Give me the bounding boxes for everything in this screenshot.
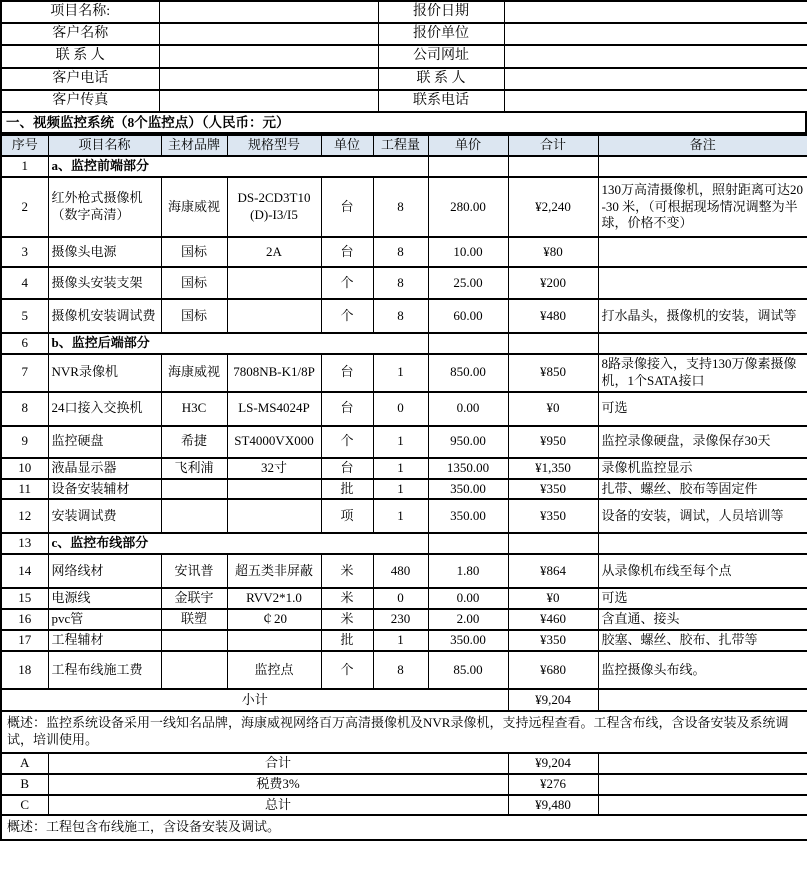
cell-qty: 8 [373,237,428,267]
cell-price: 0.00 [428,392,508,426]
total-code: B [1,774,48,795]
cell-price: 950.00 [428,426,508,458]
cell-brand: 海康威视 [161,354,227,392]
cell-brand: 联塑 [161,609,227,630]
table-row [1,499,807,533]
cell-price: 350.00 [428,630,508,651]
cell-no: 1 [1,156,48,177]
cell-remark [598,333,807,354]
info-table [0,0,807,113]
cell-no: 14 [1,554,48,588]
table-row [1,609,807,630]
cell-spec: 2A [227,237,321,267]
cell-remark: 130万高清摄像机，照射距离可达20-30 米，（可根据现场情况调整为半球，价格不变） [598,177,807,237]
cell-remark: 可选 [598,392,807,426]
summary-text: 概述：工程包含布线施工，含设备安装及调试。 [1,815,807,840]
cell-brand: 国标 [161,299,227,333]
table-row [1,237,807,267]
info-label-customer-name: 客户名称 [1,23,159,45]
total-remark [598,795,807,816]
cell-total: ¥680 [508,651,598,689]
cell-no: 5 [1,299,48,333]
info-value-quote-company[interactable] [504,23,807,45]
table-row [1,588,807,609]
cell-unit: 米 [321,609,373,630]
cell-remark [598,156,807,177]
info-label-quote-company: 报价单位 [378,23,504,45]
cell-price: 25.00 [428,267,508,299]
summary-row [1,711,807,753]
info-table-body [1,1,807,112]
cell-no: 10 [1,458,48,479]
table-row [1,299,807,333]
cell-spec [227,499,321,533]
cell-brand: H3C [161,392,227,426]
cell-unit: 台 [321,458,373,479]
cell-no: 9 [1,426,48,458]
cell-brand [161,651,227,689]
cell-name: 安装调试费 [48,499,161,533]
cell-price: 1.80 [428,554,508,588]
cell-name: NVR录像机 [48,354,161,392]
cell-brand: 希捷 [161,426,227,458]
quote-table-body [1,135,807,840]
cell-remark: 打水晶头，摄像机的安装，调试等 [598,299,807,333]
cell-no: 2 [1,177,48,237]
cell-name: 工程布线施工费 [48,651,161,689]
cell-total: ¥480 [508,299,598,333]
cell-price: 85.00 [428,651,508,689]
cell-name: 电源线 [48,588,161,609]
cell-unit: 台 [321,354,373,392]
cell-unit: 米 [321,554,373,588]
cell-total [508,533,598,554]
cell-brand: 安讯普 [161,554,227,588]
cell-unit: 个 [321,651,373,689]
total-remark [598,753,807,774]
cell-total [508,333,598,354]
subtotal-remark [598,689,807,711]
cell-total: ¥200 [508,267,598,299]
total-row [1,753,807,774]
cell-name: 摄像头安装支架 [48,267,161,299]
quote-table [0,134,807,841]
table-row [1,630,807,651]
col-header: 合计 [508,135,598,156]
cell-total: ¥950 [508,426,598,458]
cell-unit: 项 [321,499,373,533]
cell-total: ¥350 [508,630,598,651]
cell-price: 2.00 [428,609,508,630]
cell-price: 280.00 [428,177,508,237]
info-row [1,68,807,90]
cell-spec: 32寸 [227,458,321,479]
cell-spec: ST4000VX000 [227,426,321,458]
cell-remark: 从录像机布线至每个点 [598,554,807,588]
table-row [1,267,807,299]
cell-price: 850.00 [428,354,508,392]
cell-unit: 个 [321,267,373,299]
cell-remark: 监控摄像头布线。 [598,651,807,689]
total-code: C [1,795,48,816]
cell-no: 17 [1,630,48,651]
cell-remark: 录像机监控显示 [598,458,807,479]
table-row [1,426,807,458]
cell-name: 网络线材 [48,554,161,588]
cell-total [508,156,598,177]
cell-spec: RVV2*1.0 [227,588,321,609]
section-label: c、监控布线部分 [48,533,428,554]
total-label: 总计 [48,795,508,816]
cell-no: 13 [1,533,48,554]
header-row [1,135,807,156]
cell-brand: 海康威视 [161,177,227,237]
info-label-customer-phone: 客户电话 [1,68,159,90]
cell-no: 7 [1,354,48,392]
info-row [1,45,807,67]
cell-remark: 可选 [598,588,807,609]
total-value: ¥9,204 [508,753,598,774]
info-label-company-website: 公司网址 [378,45,504,67]
cell-name: 液晶显示器 [48,458,161,479]
cell-unit: 台 [321,392,373,426]
cell-no: 6 [1,333,48,354]
cell-no: 3 [1,237,48,267]
cell-spec: DS-2CD3T10(D)-I3/I5 [227,177,321,237]
cell-price [428,533,508,554]
cell-unit: 个 [321,426,373,458]
cell-total: ¥2,240 [508,177,598,237]
cell-spec [227,267,321,299]
cell-price: 0.00 [428,588,508,609]
cell-total: ¥0 [508,392,598,426]
table-row [1,354,807,392]
table-row [1,651,807,689]
cell-name: 监控硬盘 [48,426,161,458]
summary-text: 概述：监控系统设备采用一线知名品牌，海康威视网络百万高清摄像机及NVR录像机，支持远程查看。工程含布线，含设备安装及系统调试，培训使用。 [1,711,807,753]
info-label-customer-fax: 客户传真 [1,90,159,112]
cell-qty: 8 [373,267,428,299]
cell-price [428,333,508,354]
cell-name: 摄像机安装调试费 [48,299,161,333]
cell-no: 4 [1,267,48,299]
total-label: 税费3% [48,774,508,795]
cell-qty: 0 [373,392,428,426]
info-row [1,1,807,23]
cell-remark: 含直通、接头 [598,609,807,630]
cell-name: 设备安装辅材 [48,479,161,500]
cell-remark: 8路录像接入，支持130万像素摄像机，1个SATA接口 [598,354,807,392]
cell-unit: 批 [321,630,373,651]
cell-unit: 批 [321,479,373,500]
table-row [1,392,807,426]
info-label-quote-date: 报价日期 [378,1,504,23]
cell-no: 18 [1,651,48,689]
total-code: A [1,753,48,774]
info-value-customer-phone[interactable] [159,68,378,90]
total-value: ¥9,480 [508,795,598,816]
info-value-project-name[interactable] [159,1,378,23]
cell-total: ¥1,350 [508,458,598,479]
cell-spec [227,299,321,333]
col-header: 项目名称 [48,135,161,156]
cell-price: 1350.00 [428,458,508,479]
cell-total: ¥80 [508,237,598,267]
cell-brand [161,499,227,533]
cell-no: 15 [1,588,48,609]
cell-qty: 8 [373,177,428,237]
cell-brand [161,479,227,500]
cell-name: 工程辅材 [48,630,161,651]
total-row [1,774,807,795]
section-title: 一、视频监控系统（8个监控点）（人民币：元） [0,113,807,134]
cell-total: ¥350 [508,479,598,500]
info-value-contact-phone[interactable] [504,90,807,112]
cell-brand: 金联宇 [161,588,227,609]
info-value-quote-date[interactable] [504,1,807,23]
cell-qty: 1 [373,426,428,458]
cell-spec: ￠20 [227,609,321,630]
col-header: 主材品牌 [161,135,227,156]
col-header: 单位 [321,135,373,156]
cell-qty: 1 [373,499,428,533]
cell-brand: 国标 [161,267,227,299]
cell-unit: 台 [321,177,373,237]
section-row [1,333,807,354]
cell-remark: 设备的安装，调试，人员培训等 [598,499,807,533]
cell-price: 350.00 [428,479,508,500]
cell-unit: 个 [321,299,373,333]
cell-remark: 扎带、螺丝、胶布等固定件 [598,479,807,500]
cell-remark [598,237,807,267]
cell-name: 24口接入交换机 [48,392,161,426]
cell-name: 摄像头电源 [48,237,161,267]
table-row [1,177,807,237]
cell-spec: 监控点 [227,651,321,689]
section-row [1,156,807,177]
cell-name: 红外枪式摄像机（数字高清） [48,177,161,237]
info-value-company-website[interactable] [504,45,807,67]
cell-no: 11 [1,479,48,500]
table-row [1,479,807,500]
cell-price: 60.00 [428,299,508,333]
info-label-contact-person: 联 系 人 [1,45,159,67]
cell-brand [161,630,227,651]
info-value-customer-fax[interactable] [159,90,378,112]
cell-qty: 1 [373,479,428,500]
cell-qty: 1 [373,630,428,651]
cell-remark: 胶塞、螺丝、胶布、扎带等 [598,630,807,651]
table-row [1,458,807,479]
cell-brand: 飞利浦 [161,458,227,479]
cell-spec: 7808NB-K1/8P [227,354,321,392]
info-row [1,23,807,45]
cell-qty: 1 [373,354,428,392]
cell-price [428,156,508,177]
info-row [1,90,807,112]
subtotal-row [1,689,807,711]
cell-qty: 1 [373,458,428,479]
cell-qty: 0 [373,588,428,609]
cell-total: ¥850 [508,354,598,392]
cell-brand: 国标 [161,237,227,267]
cell-spec [227,630,321,651]
cell-remark [598,267,807,299]
section-label: b、监控后端部分 [48,333,428,354]
cell-spec [227,479,321,500]
cell-remark [598,533,807,554]
cell-remark: 监控录像硬盘，录像保存30天 [598,426,807,458]
cell-spec: 超五类非屏蔽 [227,554,321,588]
cell-qty: 480 [373,554,428,588]
cell-name: pvc管 [48,609,161,630]
section-row [1,533,807,554]
table-row [1,554,807,588]
info-label-contact-phone: 联系电话 [378,90,504,112]
info-value-contact-person2[interactable] [504,68,807,90]
cell-no: 8 [1,392,48,426]
subtotal-value: ¥9,204 [508,689,598,711]
summary-row [1,815,807,840]
cell-unit: 米 [321,588,373,609]
cell-total: ¥350 [508,499,598,533]
col-header: 工程量 [373,135,428,156]
col-header: 单价 [428,135,508,156]
total-label: 合计 [48,753,508,774]
col-header: 序号 [1,135,48,156]
info-label-project-name: 项目名称: [1,1,159,23]
total-value: ¥276 [508,774,598,795]
col-header: 规格型号 [227,135,321,156]
info-label-contact-person2: 联 系 人 [378,68,504,90]
total-row [1,795,807,816]
info-value-customer-name[interactable] [159,23,378,45]
total-remark [598,774,807,795]
cell-unit: 台 [321,237,373,267]
section-label: a、监控前端部分 [48,156,428,177]
cell-qty: 8 [373,299,428,333]
cell-total: ¥864 [508,554,598,588]
cell-price: 350.00 [428,499,508,533]
cell-price: 10.00 [428,237,508,267]
cell-no: 16 [1,609,48,630]
subtotal-label: 小计 [1,689,508,711]
cell-qty: 8 [373,651,428,689]
cell-total: ¥0 [508,588,598,609]
col-header: 备注 [598,135,807,156]
cell-total: ¥460 [508,609,598,630]
cell-spec: LS-MS4024P [227,392,321,426]
cell-no: 12 [1,499,48,533]
cell-qty: 230 [373,609,428,630]
info-value-contact-person[interactable] [159,45,378,67]
